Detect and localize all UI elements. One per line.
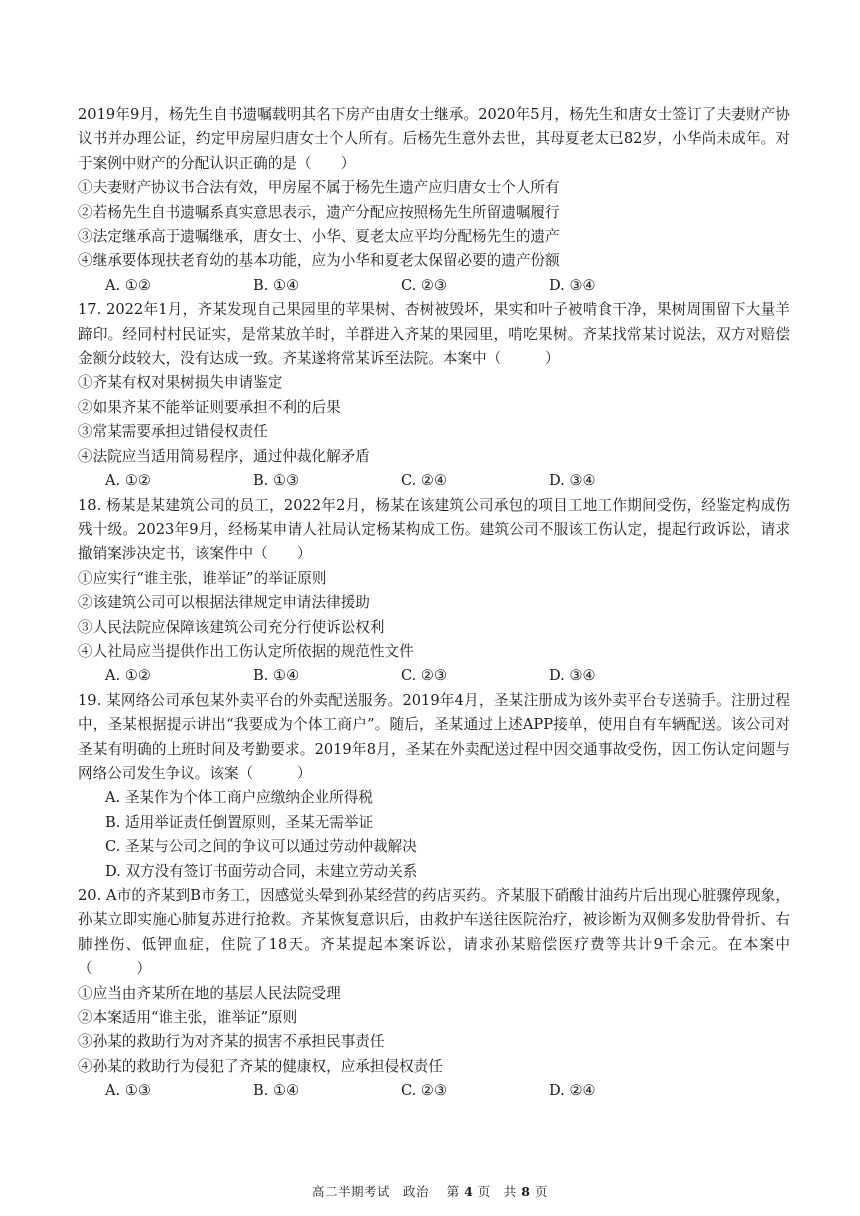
question-20-choices [78,1079,790,1103]
question-20 [78,884,790,1104]
question-17 [78,298,790,493]
question-20-choice-d: D. ②④ [549,1082,596,1100]
question-19 [78,689,790,884]
question-18-statement-3: ③人民法院应保障该建筑公司充分行使诉讼权利 [78,618,385,636]
question-18-choice-d: D. ③④ [549,667,596,685]
question-16-statement-2: ②若杨先生自书遗嘱系真实意思表示，遗产分配应按照杨先生所留遗嘱履行 [78,203,560,221]
footer-page-label [434,1184,548,1199]
question-18-choices [78,664,790,688]
question-17-choice-b: B. ①③ [253,472,300,490]
question-20-statement-1: ①应当由齐某所在地的基层人民法院受理 [78,984,341,1002]
question-20-stem: 20. A市的齐某到B市务工，因感觉头晕到孙某经营的药店买药。齐某服下硝酸甘油药片后出现心脏骤停现象，孙某立即实施心肺复苏进行抢救。齐某恢复意识后，由救护车送往医院治疗，被诊断为双侧多发肋骨骨折、右肺挫伤、低钾血症，住院了18天。齐某提起本案诉讼，请求孙某赔偿医疗费等共计9千余元。在本案中（ ） [78,887,790,978]
question-18-statement-4: ④人社局应当提供作出工伤认定所依据的规范性文件 [78,642,414,660]
question-17-stem: 17. 2022年1月，齐某发现自己果园里的苹果树、杏树被毁坏，果实和叶子被啃食干净，果树周围留下大量羊蹄印。经同村村民证实，是常某放羊时，羊群进入齐某的果园里，啃吃果树。齐某找常某讨说法，双方对赔偿金额分歧较大，没有达成一致。齐某遂将常某诉至法院。本案中（ ） [78,301,790,368]
question-17-statement-1: ①齐某有权对果树损失申请鉴定 [78,374,283,392]
question-20-choice-b: B. ①④ [253,1082,300,1100]
question-16-choices [78,274,790,298]
question-19-choice-b: B. 适用举证责任倒置原则，圣某无需举证 [105,813,374,831]
question-17-choice-d: D. ③④ [549,472,596,490]
footer-exam-title: 高二半期考试 政治 [312,1184,430,1199]
question-16-choice-a: A. ①② [105,276,151,294]
question-17-statement-4: ④法院应当适用简易程序，通过仲裁化解矛盾 [78,447,370,465]
footer-page-number: 4 [464,1184,474,1199]
question-17-statement-3: ③常某需要承担过错侵权责任 [78,423,268,441]
question-20-statement-2: ②本案适用“谁主张，谁举证”原则 [78,1009,298,1027]
question-16-choice-d: D. ③④ [549,276,596,294]
question-18-choice-c: C. ②③ [401,667,448,685]
question-16-stem: 2019年9月，杨先生自书遗嘱载明其名下房产由唐女士继承。2020年5月，杨先生和唐女士签订了夫妻财产协议书并办理公证，约定甲房屋归唐女士个人所有。后杨先生意外去世，其母夏老太已82岁，小华尚未成年。对于案例中财产的分配认识正确的是（ ） [78,106,790,172]
question-17-statement-2: ②如果齐某不能举证则要承担不利的后果 [78,398,341,416]
footer-page-suffix: 页 [534,1184,548,1199]
footer-page-prefix: 第 [446,1184,460,1199]
question-17-choice-c: C. ②④ [401,472,448,490]
question-20-choice-c: C. ②③ [401,1082,448,1100]
question-18 [78,494,790,689]
question-17-choice-a: A. ①② [105,472,151,490]
question-17-choices [78,469,790,493]
question-19-stem: 19. 某网络公司承包某外卖平台的外卖配送服务。2019年4月，圣某注册成为该外卖平台专送骑手。注册过程中，圣某根据提示讲出“我要成为个体工商户”。随后，圣某通过上述APP接单，使用自有车辆配送。该公司对圣某有明确的上班时间及考勤要求。2019年8月，圣某在外卖配送过程中因交通事故受伤，因工伤认定问题与网络公司发生争议。该案（ ） [78,691,790,782]
footer-page-mid: 页 共 [477,1184,517,1199]
question-16-statement-4: ④继承要体现扶老育幼的基本功能，应为小华和夏老太保留必要的遗产份额 [78,252,560,270]
question-19-choice-c: C. 圣某与公司之间的争议可以通过劳动仲裁解决 [105,838,417,856]
question-20-choice-a: A. ①③ [105,1082,151,1100]
question-19-choice-d: D. 双方没有签订书面劳动合同，未建立劳动关系 [105,862,418,880]
question-16-statement-1: ①夫妻财产协议书合法有效，甲房屋不属于杨先生遗产应归唐女士个人所有 [78,179,560,197]
question-19-choice-a: A. 圣某作为个体工商户应缴纳企业所得税 [105,789,373,807]
page-footer [0,1182,860,1200]
question-18-stem: 18. 杨某是某建筑公司的员工，2022年2月，杨某在该建筑公司承包的项目工地工作期间受伤，经鉴定构成伤残十级。2023年9月，经杨某申请人社局认定杨某构成工伤。建筑公司不服该工伤认定，提起行政诉讼，请求撤销案涉决定书，该案件中（ ） [78,496,790,563]
question-18-choice-b: B. ①④ [253,667,300,685]
question-18-statement-1: ①应实行“谁主张，谁举证”的举证原则 [78,569,327,587]
question-16 [78,103,790,298]
question-18-statement-2: ②该建筑公司可以根据法律规定申请法律援助 [78,594,370,612]
question-16-choice-c: C. ②③ [401,276,448,294]
question-18-choice-a: A. ①② [105,667,151,685]
question-16-statement-3: ③法定继承高于遗嘱继承，唐女士、小华、夏老太应平均分配杨先生的遗产 [78,228,560,246]
page-content [78,103,790,1104]
question-20-statement-4: ④孙某的救助行为侵犯了齐某的健康权，应承担侵权责任 [78,1057,443,1075]
question-16-choice-b: B. ①④ [253,276,300,294]
footer-page-total: 8 [521,1184,531,1199]
question-20-statement-3: ③孙某的救助行为对齐某的损害不承担民事责任 [78,1033,385,1051]
